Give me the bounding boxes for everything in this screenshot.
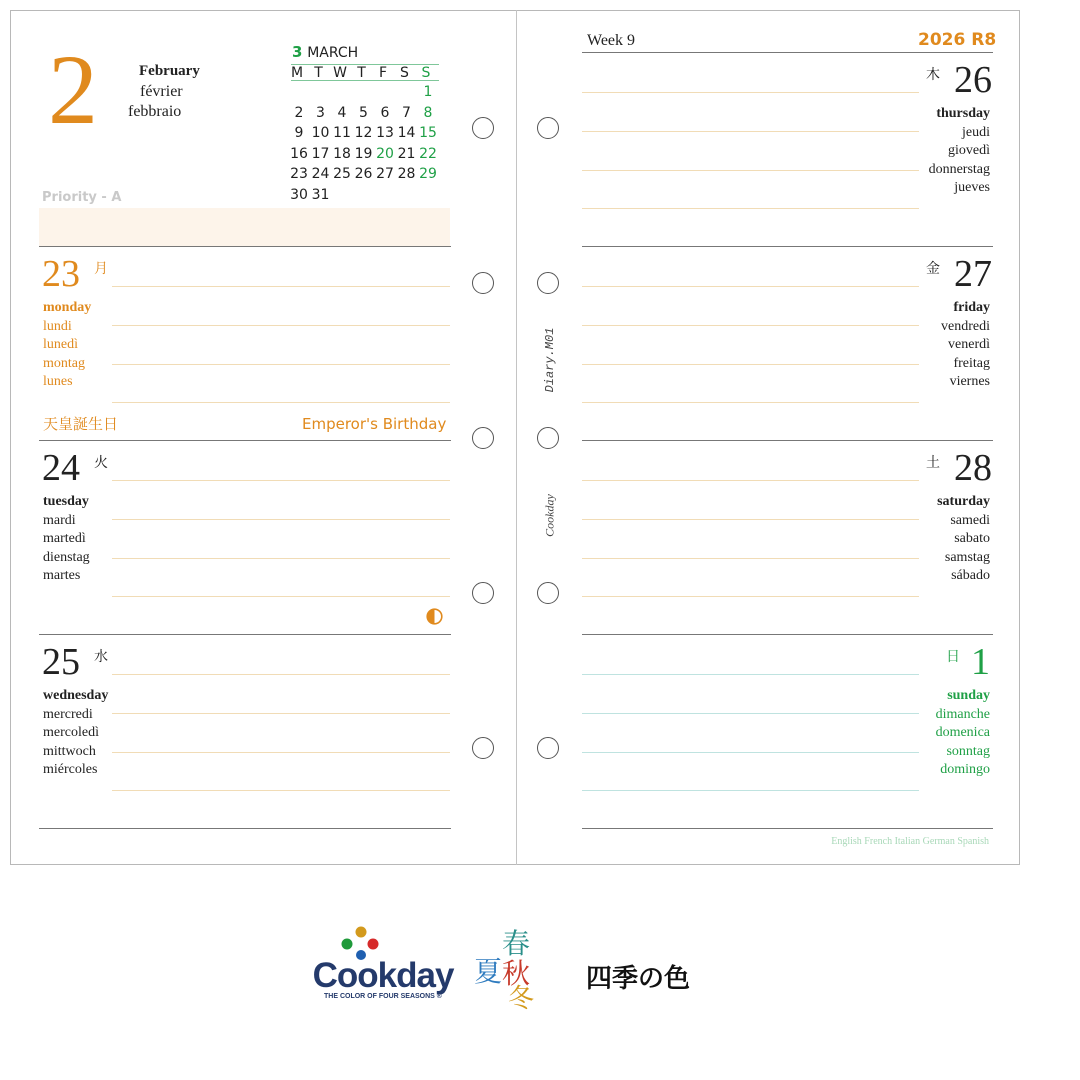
day-names-mon: [43, 299, 91, 392]
writing-line: [582, 674, 919, 675]
writing-line: [582, 519, 919, 520]
writing-line: [112, 752, 450, 753]
day-name-fr: lundi: [43, 318, 72, 334]
mini-calendar-day: 15: [419, 125, 437, 142]
day-name-en: sunday: [947, 688, 990, 703]
day-name-en: monday: [43, 300, 92, 315]
mini-calendar-day: 5: [359, 104, 368, 121]
week-label: Week 9: [587, 32, 636, 49]
writing-line: [582, 402, 919, 403]
day-name-es: sábado: [951, 568, 990, 584]
writing-line: [112, 402, 450, 403]
day-name-de: freitag: [953, 355, 990, 371]
mini-calendar-day: 2: [294, 104, 304, 121]
writing-line: [582, 596, 919, 597]
mini-calendar-day: 6: [380, 104, 390, 121]
binder-hole-icon: [537, 427, 559, 449]
day-name-es: miércoles: [43, 762, 98, 778]
mini-calendar-day: 14: [397, 125, 416, 142]
day-name-en: wednesday: [43, 688, 109, 703]
day-name-es: lunes: [43, 374, 73, 390]
season-summer: 夏: [474, 955, 503, 988]
day-name-en: tuesday: [43, 494, 89, 509]
day-name-fr: samedi: [950, 512, 990, 528]
mini-calendar-weekday-header: T: [314, 65, 323, 81]
mini-calendar-weekday-header: S: [421, 65, 431, 81]
writing-line: [582, 558, 919, 559]
writing-line: [112, 480, 450, 481]
day-name-it: domenica: [935, 725, 990, 741]
section-separator: [39, 440, 451, 441]
mini-calendar-day: 23: [290, 166, 308, 183]
section-separator: [582, 828, 993, 829]
four-dots-logo-icon: [336, 924, 392, 960]
priority-box: [39, 208, 450, 246]
mini-calendar-day: 12: [354, 125, 373, 142]
day-name-en: saturday: [937, 494, 990, 509]
season-autumn: 秋: [502, 957, 531, 990]
binder-hole-icon: [537, 272, 559, 294]
day-name-fr: jeudi: [962, 124, 990, 140]
binder-hole-icon: [537, 737, 559, 759]
writing-line: [582, 208, 919, 209]
day-names-thu: [880, 105, 990, 198]
logo-tagline: THE COLOR OF FOUR SEASONS ®: [324, 993, 442, 1000]
mini-calendar-day: 24: [311, 166, 330, 183]
seasons-title: 四季の色: [586, 964, 691, 994]
spine-code: Diary.M01: [543, 327, 557, 393]
mini-calendar-day: 4: [337, 104, 347, 121]
logo-wordmark: Cookday: [312, 956, 454, 995]
holiday-en: Emperor's Birthday: [302, 415, 447, 433]
day-number-thu: 26: [954, 59, 992, 101]
day-name-fr: vendredi: [941, 318, 990, 334]
mini-calendar-day: 8: [423, 104, 433, 121]
section-separator: [582, 440, 993, 441]
mini-calendar-day: 30: [290, 187, 308, 203]
binder-hole-icon: [472, 427, 494, 449]
mini-calendar-grid: [288, 64, 448, 214]
binder-hole-icon: [472, 737, 494, 759]
mini-calendar-weekday-header: S: [400, 65, 409, 81]
writing-line: [112, 596, 450, 597]
day-name-de: donnerstag: [928, 161, 990, 177]
mini-calendar-day: 21: [397, 145, 416, 162]
writing-line: [112, 674, 450, 675]
day-name-es: jueves: [954, 180, 990, 196]
mini-calendar-day: 26: [354, 166, 373, 183]
mini-calendar-day: 31: [311, 187, 330, 203]
day-kanji-sat: 土: [926, 455, 940, 471]
day-number-tue: 24: [42, 447, 80, 489]
writing-line: [112, 325, 450, 326]
languages-footer: English French Italian German Spanish: [831, 836, 989, 847]
binder-hole-icon: [537, 582, 559, 604]
writing-line: [582, 286, 919, 287]
day-name-it: giovedì: [948, 143, 990, 159]
day-name-es: domingo: [940, 762, 990, 778]
cookday-logo: [311, 924, 455, 1004]
day-names-sat: [880, 493, 990, 586]
day-name-fr: dimanche: [935, 706, 990, 722]
mini-calendar-day: 19: [354, 145, 373, 162]
mini-calendar-day: 25: [333, 166, 351, 183]
day-name-en: friday: [953, 300, 990, 315]
writing-line: [582, 713, 919, 714]
planner-sheet: [10, 10, 1020, 865]
month-name-it: febbraio: [128, 103, 182, 120]
day-name-it: martedì: [43, 531, 86, 547]
day-names-sun: [880, 687, 990, 780]
section-separator: [582, 52, 993, 53]
year-label: 2026 R8: [918, 30, 997, 50]
day-number-fri: 27: [954, 253, 992, 295]
sheet-spine: [516, 10, 517, 865]
day-kanji-mon: 月: [94, 261, 108, 277]
mini-calendar-day: 16: [290, 145, 308, 162]
mini-calendar-day: 3: [316, 104, 325, 121]
day-name-fr: mardi: [43, 512, 76, 528]
binder-hole-icon: [472, 582, 494, 604]
section-separator: [582, 246, 993, 247]
day-number-sat: 28: [954, 447, 992, 489]
mini-calendar-month-number: 3: [292, 43, 303, 61]
day-kanji-wed: 水: [94, 649, 108, 665]
binder-hole-icon: [472, 272, 494, 294]
section-separator: [39, 634, 451, 635]
day-names-wed: [43, 687, 108, 780]
binder-hole-icon: [537, 117, 559, 139]
day-name-en: thursday: [936, 106, 990, 121]
day-name-es: viernes: [949, 374, 990, 390]
mini-calendar-weekday-header: F: [378, 65, 388, 81]
mini-calendar-weekday-header: W: [333, 65, 347, 81]
day-name-de: montag: [43, 355, 85, 371]
mini-calendar-day: 20: [376, 145, 394, 162]
writing-line: [112, 364, 450, 365]
half-moon-icon: [426, 608, 443, 625]
season-winter: 冬: [508, 984, 535, 1014]
day-names-fri: [880, 299, 990, 392]
mini-calendar-day: 18: [333, 145, 351, 162]
writing-line: [582, 790, 919, 791]
section-separator: [39, 828, 451, 829]
day-name-de: samstag: [944, 549, 990, 565]
section-separator: [582, 634, 993, 635]
day-kanji-sun: 日: [946, 649, 960, 665]
mini-calendar-month-name: MARCH: [307, 45, 359, 61]
writing-line: [112, 790, 450, 791]
month-name-fr: février: [140, 83, 183, 100]
day-name-de: mittwoch: [43, 743, 96, 759]
writing-line: [582, 752, 919, 753]
priority-label: Priority - A: [42, 190, 122, 205]
section-separator: [39, 246, 451, 247]
mini-calendar-weekday-header: T: [357, 65, 366, 81]
mini-calendar-day: 17: [311, 145, 330, 162]
day-kanji-thu: 木: [926, 67, 940, 83]
writing-line: [582, 364, 919, 365]
day-name-it: sabato: [954, 531, 990, 547]
writing-line: [582, 325, 919, 326]
day-name-de: dienstag: [43, 549, 90, 565]
day-name-de: sonntag: [946, 743, 990, 759]
season-spring: 春: [502, 927, 531, 960]
writing-line: [112, 713, 450, 714]
day-kanji-tue: 火: [94, 455, 108, 471]
spine-brand: Cookday: [542, 494, 557, 537]
day-names-tue: [43, 493, 90, 586]
day-number-mon: 23: [42, 253, 80, 295]
day-name-it: mercoledì: [43, 725, 99, 741]
day-name-fr: mercredi: [43, 706, 93, 722]
day-name-es: martes: [43, 568, 81, 584]
mini-calendar-day: 10: [311, 125, 330, 142]
writing-line: [112, 286, 450, 287]
writing-line: [112, 519, 450, 520]
mini-calendar-day: 27: [376, 166, 394, 183]
writing-line: [582, 131, 919, 132]
mini-calendar-weekday-header: M: [290, 65, 304, 81]
mini-calendar-title: [292, 43, 358, 61]
writing-line: [582, 170, 919, 171]
mini-calendar-day: 22: [419, 145, 437, 162]
day-kanji-fri: 金: [926, 261, 940, 277]
writing-line: [582, 480, 919, 481]
mini-calendar-day: 28: [397, 166, 416, 183]
mini-calendar-day: 7: [402, 104, 411, 121]
writing-line: [112, 558, 450, 559]
day-name-it: venerdì: [948, 337, 990, 353]
day-number-wed: 25: [42, 641, 80, 683]
four-seasons-emblem: [472, 922, 570, 1014]
writing-line: [582, 92, 919, 93]
mini-calendar-day: 13: [376, 125, 394, 142]
month-name-en: February: [139, 63, 200, 79]
mini-calendar-day: 1: [423, 84, 433, 100]
month-number: 2: [48, 34, 98, 145]
mini-calendar-day: 11: [333, 125, 351, 142]
mini-calendar-day: 9: [294, 125, 304, 142]
day-number-sun: 1: [971, 641, 990, 683]
mini-calendar-day: 29: [419, 166, 437, 183]
day-name-it: lunedì: [43, 337, 78, 353]
holiday-jp: 天皇誕生日: [43, 415, 119, 433]
binder-hole-icon: [472, 117, 494, 139]
